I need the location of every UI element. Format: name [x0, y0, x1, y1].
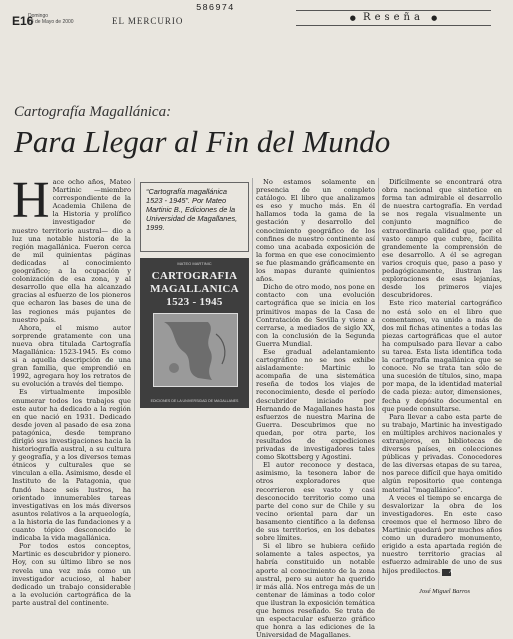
column-rule [252, 178, 253, 590]
book-title [146, 270, 243, 309]
date-line [28, 13, 74, 25]
section-dot-right: ● [431, 14, 438, 22]
book-publisher: EDICIONES DE LA UNIVERSIDAD DE MAGALLANES [150, 399, 239, 403]
paragraph: Para llevar a cabo esta parte de su trabajo, Martinic ha investigado en múltiples archivos nacionales y extranjeros, en bibliotecas de diversos países, en colecciones públicas y privadas. Conocedores de las diversas etapas de su tarea, nos parece difícil que haya omitido algún repositorio que contenga material “magallánico”. [382, 412, 502, 494]
author-byline: José Miguel Barros [419, 588, 471, 595]
book-author: MATEO MARTINIC [177, 261, 212, 266]
paragraph: Es virtualmente imposible enumerar todos los trabajos que este autor ha dedicado a la región en que nació en 1931. Dedicado desde joven al pasado de esa zona patagónica, desde temprano dirigió sus investigaciones hacia la historiografía austral, a su cultura y geografía, y a los diversos temas étnicos y culturales que se vinculan a ella. Asimismo, desde el Instituto de la Patagonia, que fundó hace seis lustros, ha orientado innumerables tareas investigativas en los más diversos asuntos relativos a la arqueología, a la historia de las fundaciones y a cuanto tópico desconocido le indicaba la vida magallánica. [12, 388, 131, 543]
section-label: Reseña [363, 12, 424, 23]
column-3 [256, 178, 375, 639]
paragraph: El autor reconoce y destaca, asimismo, la tesonera labor de otros exploradores que recorrieron ese vasto y casi desconocido territorio como una parte del cono sur de Chile y su vecino oriental para dar un basamento científico a la defensa de sus territorios, en los debates sobre límites. [256, 461, 375, 543]
section-dot-left: ● [349, 14, 356, 22]
section-banner [296, 10, 491, 26]
paragraph: ace ocho años, Mateo Martinic —miembro correspondiente de la Academia Chilena de la Historia y prolífico investigador de nuestro territorio austral— dio a luz una notable historia de la región magallánica. Fueron cerca de mil quinientas páginas dedicadas al conocimiento geográfico; a la ocupación y colonización de esa zona, y al desarrollo que ella ha alcanzado gracias al esfuerzo de los pioneros que echaron las bases de una de las regiones más pujantes de nuestro país. [12, 178, 131, 324]
paragraph: No estamos solamente en presencia de un completo catálogo. El libro que analizamos es eso y mucho más. En él hallamos toda la gama de la gestación y desarrollo del conocimiento geográfico de los confines de nuestro continente así como una acabada exposición de la forma en que ese conocimiento se fue plasmando gráficamente en los mapas durante quinientos años. [256, 178, 375, 284]
column-rule [378, 178, 379, 590]
paragraph [382, 494, 502, 576]
archive-number: 586974 [196, 3, 235, 13]
drop-cap: H [12, 172, 50, 229]
paragraph: Difícilmente se encontrará otra obra nacional que sintetice en forma tan admirable el desarrollo de nuestra cartografía. En verdad se nos regala visualmente un conjunto magnífico de extraordinaria calidad que, por el vasto campo que cubre, facilita grandemente la comprensión de ese desarrollo. A él se agregan varios croquis que, paso a paso y pedagógicamente, ilustran las exploraciones de esas lejanías, desde los primeros viajes descubridores. [382, 178, 502, 300]
kicker: Cartografía Magallánica: [14, 104, 172, 120]
paragraph: Por todos estos conceptos, Martinic es descubridor y pionero. Hoy, con su último libro se nos revela una vez más como un investigador acucioso, al haber dedicado un trabajo considerable a la evolución cartográfica de la parte austral del continente. [12, 542, 131, 607]
paragraph: Si el libro se hubiera ceñido solamente a tales aspectos, ya habría constituido un notable aporte al conocimiento de la zona austral, pero su autor ha querido ir más allá. Nos entrega más de un centenar de láminas a todo color que ilustran la exposición temática que hemos reseñado. Se trata de un espectacular esfuerzo gráfico que honra a las ediciones de la Universidad de Magallanes. [256, 542, 375, 639]
book-title-line: CARTOGRAFIA [151, 270, 238, 282]
paragraph: Dicho de otro modo, nos pone en contacto con una evolución cartográfica que se inicia en los primitivos mapas de la Casa de Contratación de Sevilla y viene a cerrarse, a mediados de siglo XX, con la conclusión de la Segunda Guerra Mundial. [256, 283, 375, 348]
date-weekday: Domingo [28, 13, 49, 19]
book-title-line: 1523 - 1945 [166, 296, 223, 308]
column-rule [134, 178, 135, 590]
map-drawing [154, 314, 237, 386]
date-full: 28 de Mayo de 2000 [28, 19, 74, 25]
newspaper-name: EL MERCURIO [112, 16, 184, 26]
book-caption: “Cartografía magallánica 1523 - 1945”. Por Mateo Martinic B., Ediciones de la Universidad de Magallanes, 1999. [140, 182, 249, 252]
page-number: E16 [12, 14, 34, 28]
column-1 [12, 172, 131, 607]
paragraph: Ese gradual adelantamiento cartográfico no se nos exhibe aisladamente: Martinic lo acompaña de una sistemática reseña de todos los viajes de reconocimiento, desde el período descubridor iniciado por Hernando de Magallanes hasta los esfuerzos de nuestra Marina de Guerra. Descubrimos que no quedan, por otra parte, los resultados de expediciones privadas de investigadores tales como Skottsberg y Agostini. [256, 347, 375, 462]
end-mark: A [442, 569, 451, 576]
paragraph: Este rico material cartográfico no está solo en el libro que comentamos, va unido a más de dos mil fichas atinentes a todas las piezas cartográficas que el autor ha compulsado para llevar a cabo su tarea. Esta lista identifica toda la cartografía magallánica que se conoce. No se trata tan sólo de una sucesión de títulos, sino, mapa por mapa, de la identidad material de cada pieza: autor, dimensiones, fecha y depósito documental en que puede consultarse. [382, 299, 502, 413]
paragraph: Ahora, el mismo autor sorprende gratamente con una nueva obra titulada Cartografía Magallánica: 1523-1945. Es como si a aquella descripción de una gran familia, que emprendió en 1992, agregara hoy los retratos de su evolución a través del tiempo. [12, 323, 131, 389]
headline: Para Llegar al Fin del Mundo [14, 124, 391, 159]
book-cover-image [140, 258, 249, 408]
book-map-illustration [153, 313, 238, 387]
column-4 [382, 178, 502, 575]
closing-text: A veces el tiempo se encarga de desvalorizar la obra de los investigadores. En este caso creemos que el hermoso libro de Martinic quedará por muchos años como un duradero monumento, erigido a esta apartada región de nuestro territorio gracias al esfuerzo admirable de uno de sus hijos predilectos. [382, 493, 502, 575]
book-title-line: MAGALLANICA [150, 283, 239, 295]
